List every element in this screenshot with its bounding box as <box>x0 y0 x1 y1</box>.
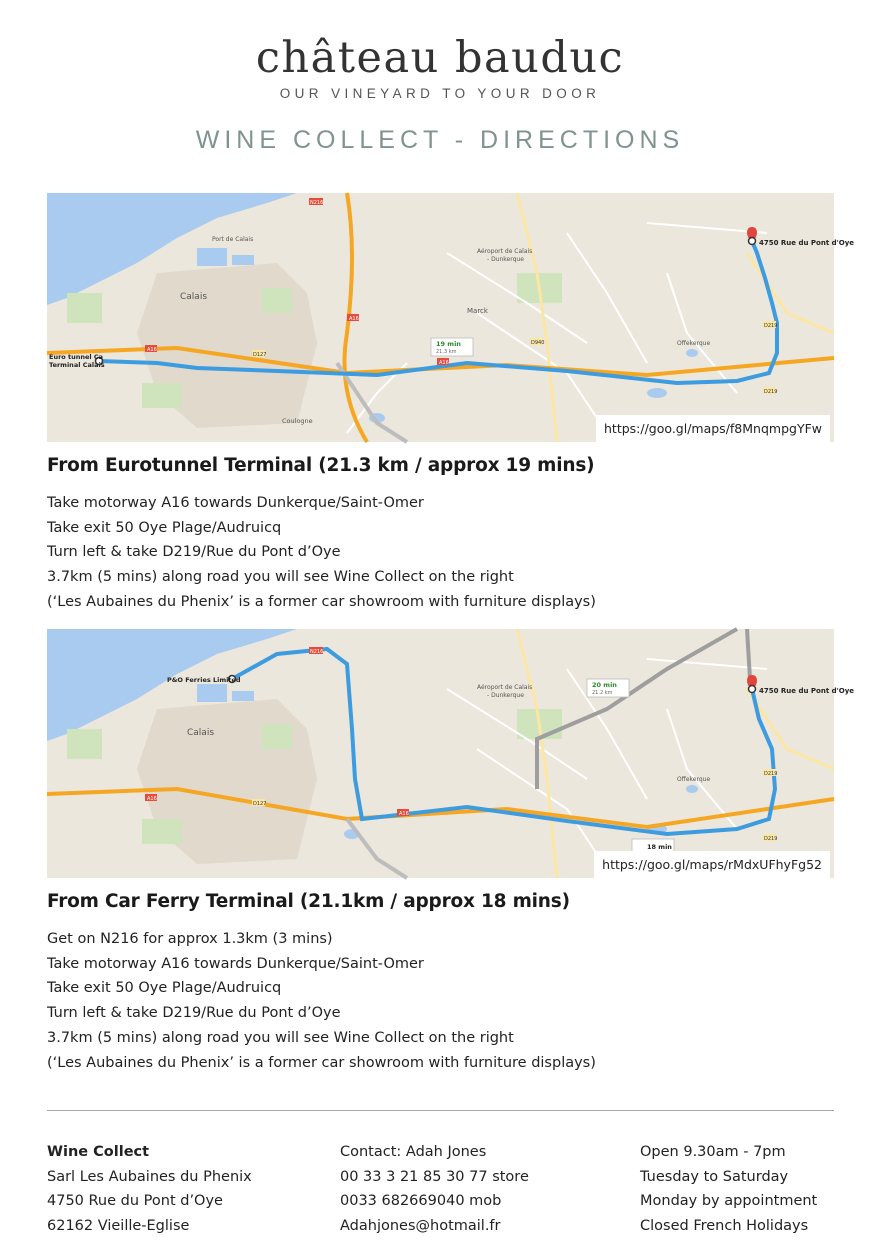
footer-email[interactable]: Adahjones@hotmail.fr <box>340 1217 501 1234</box>
road-shield-a16: A16 <box>147 347 157 353</box>
road-shield-d219: D219 <box>764 323 778 329</box>
step: Turn left & take D219/Rue du Pont d’Oye <box>47 544 341 561</box>
road-shield-d219-2: D219 <box>764 389 778 395</box>
footer-divider <box>47 1110 834 1111</box>
road-shield-d940: D940 <box>531 340 545 346</box>
footer-company: Sarl Les Aubaines du Phenix <box>47 1168 252 1185</box>
airport-label: Aéroport de Calais <box>477 248 533 255</box>
map-link-eurotunnel[interactable]: https://goo.gl/maps/f8MnqmpgYFw <box>596 415 830 442</box>
footer-street: 4750 Rue du Pont d’Oye <box>47 1193 223 1209</box>
step: (‘Les Aubaines du Phenix’ is a former car showroom with furniture displays) <box>47 1054 596 1071</box>
airport-label: Aéroport de Calais <box>477 684 533 691</box>
port-label: Port de Calais <box>212 236 254 243</box>
road-shield-a16: A16 <box>147 796 157 802</box>
airport-label-line2: - Dunkerque <box>487 692 524 699</box>
step: Take exit 50 Oye Plage/Audruicq <box>47 519 282 536</box>
city-label-coulogne: Coulogne <box>282 417 313 425</box>
route-title-eurotunnel: From Eurotunnel Terminal (21.3 km / approx 19 mins) <box>47 455 595 476</box>
city-label-marck: Marck <box>467 307 488 315</box>
road-shield-d219-2: D219 <box>764 836 778 842</box>
step: (‘Les Aubaines du Phenix’ is a former car showroom with furniture displays) <box>47 593 596 610</box>
step: Turn left & take D219/Rue du Pont d’Oye <box>47 1005 341 1022</box>
footer-contact-name: Contact: Adah Jones <box>340 1144 487 1160</box>
step: Take exit 50 Oye Plage/Audruicq <box>47 980 282 997</box>
footer-phone-store[interactable]: 00 33 3 21 85 30 77 store <box>340 1168 529 1185</box>
footer-hours <box>640 1140 817 1238</box>
distance-badge: 21.3 km <box>436 349 457 355</box>
footer-monday-note: Monday by appointment <box>640 1193 818 1209</box>
page-title: WINE COLLECT - DIRECTIONS <box>195 126 685 154</box>
time-badge: 19 min <box>436 340 461 348</box>
brand-header <box>0 32 880 101</box>
origin-label: P&O Ferries Limited <box>167 676 241 684</box>
step: Take motorway A16 towards Dunkerque/Saint-Omer <box>47 495 424 511</box>
footer-holiday-note: Closed French Holidays <box>640 1217 809 1234</box>
footer-contact <box>340 1140 529 1238</box>
airport-label-line2: - Dunkerque <box>487 256 524 263</box>
origin-label-line2: Terminal Calais <box>49 361 105 369</box>
city-label-calais: Calais <box>180 292 208 302</box>
map-link-ferry[interactable]: https://goo.gl/maps/rMdxUFhyFg52 <box>594 851 830 878</box>
steps-eurotunnel <box>47 491 837 615</box>
road-shield-n216: N216 <box>310 200 324 206</box>
step: 3.7km (5 mins) along road you will see Wine Collect on the right <box>47 569 514 586</box>
road-shield-a16-3: A16 <box>349 316 359 322</box>
road-shield-d127: D127 <box>253 352 267 358</box>
footer-opening-hours: Open 9.30am - 7pm <box>640 1144 786 1160</box>
destination-label: 4750 Rue du Pont d'Oye <box>759 687 855 695</box>
step: Take motorway A16 towards Dunkerque/Saint-Omer <box>47 955 424 972</box>
road-shield-a16-2: A16 <box>439 360 449 366</box>
map-ferry-canvas <box>47 629 855 878</box>
origin-label: Euro tunnel Ca <box>49 353 104 361</box>
time-badge: 18 min <box>647 843 672 851</box>
city-label-offekerque: Offekerque <box>677 776 711 783</box>
map-ferry-route[interactable] <box>47 629 855 878</box>
step: 3.7km (5 mins) along road you will see Wine Collect on the right <box>47 1029 514 1046</box>
city-label-offekerque: Offekerque <box>677 340 711 347</box>
brand-tagline: OUR VINEYARD TO YOUR DOOR <box>279 86 601 101</box>
road-shield-d127: D127 <box>253 801 267 807</box>
destination-label: 4750 Rue du Pont d'Oye <box>759 239 855 247</box>
map-eurotunnel-route[interactable] <box>47 193 855 442</box>
map-eurotunnel-canvas <box>47 193 855 442</box>
alt-time-badge: 20 min <box>592 681 617 689</box>
footer-opening-days: Tuesday to Saturday <box>640 1168 789 1185</box>
route-title-ferry: From Car Ferry Terminal (21.1km / approx 18 mins) <box>47 891 570 912</box>
road-shield-n216: N216 <box>310 649 324 655</box>
footer-postcode: 62162 Vieille-Eglise <box>47 1217 190 1234</box>
footer-phone-mobile[interactable]: 0033 682669040 mob <box>340 1193 502 1209</box>
city-label-calais: Calais <box>187 728 215 738</box>
alt-distance-badge: 21.2 km <box>592 690 613 696</box>
brand-name: château bauduc <box>255 33 625 83</box>
step: Get on N216 for approx 1.3km (3 mins) <box>47 931 333 947</box>
road-shield-a16-2: A16 <box>399 811 409 817</box>
road-shield-d219: D219 <box>764 771 778 777</box>
footer-business-name: Wine Collect <box>47 1144 150 1160</box>
footer-address <box>47 1140 252 1238</box>
steps-ferry <box>47 927 837 1075</box>
